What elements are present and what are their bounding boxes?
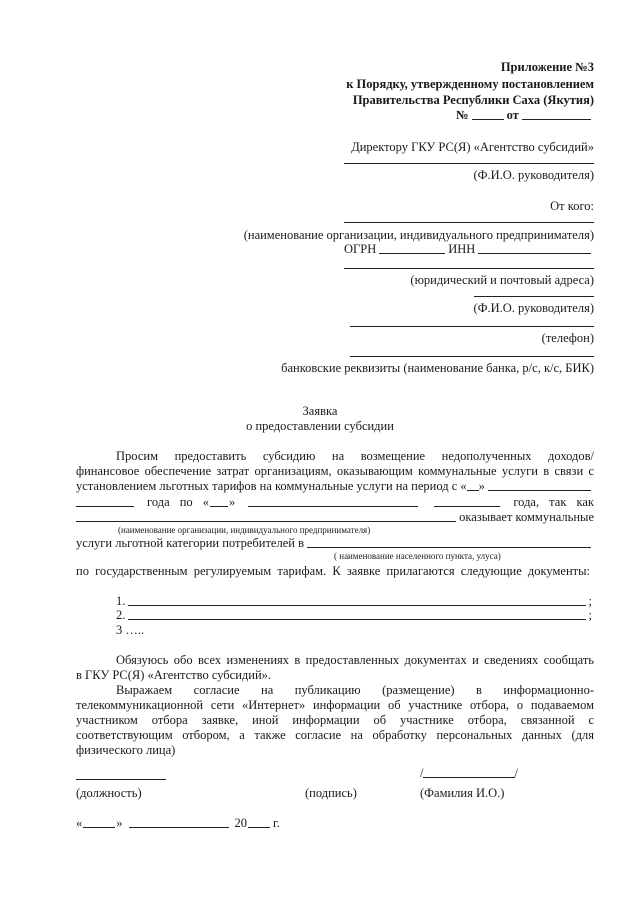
head-name-hint-2: (Ф.И.О. руководителя) — [473, 301, 594, 315]
since-word: так — [549, 495, 567, 509]
fio-slash-close: / — [514, 766, 518, 780]
ogrn-blank[interactable] — [379, 253, 445, 254]
p2-line2: в ГКУ РС(Я) «Агентство субсидий». — [76, 668, 272, 682]
year-word-1: года — [147, 495, 170, 509]
p1-line1: Просим предоставить субсидию на возмещение недополученных доходов/ — [116, 449, 594, 463]
p3-line4: соответствующим отбором, а также согласие на обработку персональных данных (для — [76, 728, 594, 742]
end-day-blank[interactable] — [210, 506, 228, 507]
p1-line3 — [76, 479, 594, 494]
date-year-blank[interactable] — [248, 827, 270, 828]
document-title: Заявка — [302, 404, 338, 418]
director-name-blank[interactable] — [344, 163, 594, 164]
fio-row — [420, 766, 518, 781]
date-year-suffix: г. — [273, 816, 280, 830]
date-close-quote: » — [116, 816, 123, 830]
p1-line6 — [76, 536, 594, 551]
p2-line1: Обязуюсь обо всех изменениях в предоставленных документах и сведениях сообщать — [116, 653, 594, 667]
signature-hint: (подпись) — [305, 786, 357, 800]
inn-label: ИНН — [448, 242, 476, 256]
doc-2-number: 2. — [116, 608, 126, 622]
to-word: по — [179, 495, 193, 509]
doc-2-blank[interactable] — [128, 619, 585, 620]
date-open-quote: « — [76, 816, 83, 830]
number-blank[interactable] — [472, 119, 504, 120]
start-day-blank[interactable] — [467, 490, 479, 491]
p1-line5 — [76, 510, 594, 525]
fio-blank[interactable] — [423, 777, 514, 778]
document-subtitle: о предоставлении субсидии — [246, 419, 394, 433]
position-blank[interactable] — [76, 779, 166, 780]
appendix-number-date — [456, 108, 594, 123]
doc-2-semicolon: ; — [588, 608, 592, 622]
p1-line5-text: оказывает коммунальные — [459, 510, 594, 524]
inn-blank[interactable] — [478, 253, 591, 254]
number-label: № — [456, 108, 469, 122]
p3-line1: Выражаем согласие на публикацию (размещение) в информационно- — [116, 683, 594, 697]
appendix-number: Приложение №3 — [500, 60, 594, 74]
doc-item-3: 3 ….. — [116, 623, 145, 637]
end-month-blank[interactable] — [248, 506, 418, 507]
doc-1-number: 1. — [116, 594, 126, 608]
bank-blank[interactable] — [350, 356, 594, 357]
settlement-hint: ( наименование населенного пункта, улуса) — [334, 551, 501, 561]
p3-line3: участником отбора заявке, иной информации об участнике отбора, связанной с — [76, 713, 594, 727]
from-label: от — [506, 108, 519, 122]
ogrn-inn-row — [344, 242, 594, 257]
p1-line4 — [76, 495, 594, 510]
p1-line7: по государственным регулируемым тарифам. К заявке прилагаются следующие документы: — [76, 564, 590, 578]
p3-line5: физического лица) — [76, 743, 176, 757]
fio-hint: (Фамилия И.О.) — [420, 786, 505, 800]
date-year-prefix: 20 — [234, 816, 247, 830]
date-day-blank[interactable] — [83, 827, 115, 828]
end-year-blank[interactable] — [434, 506, 500, 507]
as-word: как — [576, 495, 594, 509]
org-blank[interactable] — [76, 521, 456, 522]
year-word-2: года, — [513, 495, 540, 509]
appendix-order: к Порядку, утвержденному постановлением — [346, 77, 594, 91]
start-year-blank[interactable] — [76, 506, 134, 507]
from-whom-label: От кого: — [550, 199, 594, 213]
p3-line2: телекоммуникационной сети «Интернет» информации об участнике отбора, о подаваемом — [76, 698, 594, 712]
org-blank-hint: (наименование организации, индивидуального предпринимателя) — [118, 525, 371, 535]
head-name-blank[interactable] — [474, 296, 594, 297]
org-name-blank[interactable] — [344, 222, 594, 223]
address-blank[interactable] — [344, 268, 594, 269]
date-blank[interactable] — [522, 119, 591, 120]
p1-line6-text: услуги льготной категории потребителей в — [76, 536, 304, 550]
position-hint: (должность) — [76, 786, 142, 800]
p1-line3-quote: » — [478, 479, 485, 493]
org-name-hint: (наименование организации, индивидуального предпринимателя) — [243, 228, 594, 242]
head-name-hint: (Ф.И.О. руководителя) — [473, 168, 594, 182]
director-line: Директору ГКУ РС(Я) «Агентство субсидий» — [351, 140, 594, 154]
end-day-open-quote: « — [202, 495, 209, 509]
doc-item-2 — [116, 608, 592, 623]
phone-blank[interactable] — [350, 326, 594, 327]
doc-1-blank[interactable] — [128, 605, 585, 606]
date-month-blank[interactable] — [129, 827, 229, 828]
appendix-government: Правительства Республики Саха (Якутия) — [352, 93, 594, 107]
start-month-blank[interactable] — [488, 490, 591, 491]
end-day-close-quote: » — [228, 495, 236, 509]
address-hint: (юридический и почтовый адреса) — [410, 273, 594, 287]
date-row — [76, 816, 280, 831]
bank-hint: банковские реквизиты (наименование банка, р/с, к/с, БИК) — [281, 361, 594, 375]
end-day-group — [203, 495, 236, 510]
doc-item-1 — [116, 594, 592, 609]
p1-line3-text: установлением льготных тарифов на коммунальные услуги на период с « — [76, 479, 467, 493]
phone-hint: (телефон) — [541, 331, 594, 345]
doc-1-semicolon: ; — [588, 594, 592, 608]
settlement-blank[interactable] — [307, 547, 591, 548]
fio-slash-open: / — [420, 766, 424, 780]
p1-line2: финансовое обеспечение затрат организациям, оказывающим коммунальные услуги в связи с — [76, 464, 594, 478]
ogrn-label: ОГРН — [344, 242, 377, 256]
